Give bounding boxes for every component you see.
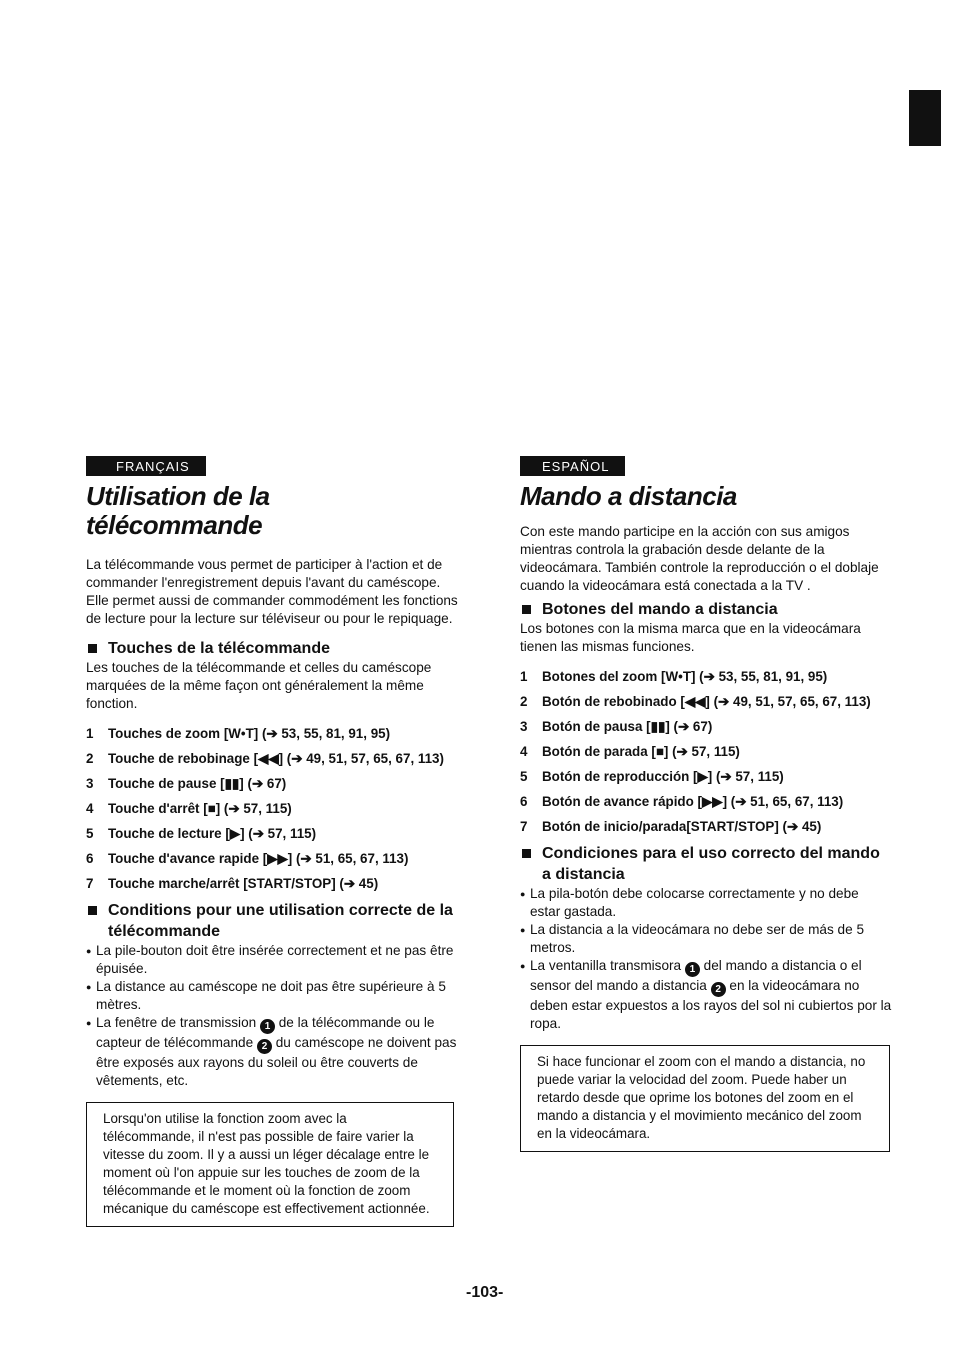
conditions-heading: Condiciones para el uso correcto del mando a distancia (520, 843, 892, 885)
key-number: 2 (520, 694, 528, 709)
key-number: 1 (520, 669, 528, 684)
page-edge-tab (909, 90, 941, 146)
keys-section (520, 599, 892, 835)
key-number: 1 (86, 726, 94, 741)
key-number: 5 (86, 826, 94, 841)
keys-list (86, 725, 458, 892)
intro-paragraph: Con este mando participe en la acción con sus amigos mientras controla la grabación desde delante de la videocámara. También controle la reproducción o el doblaje cuando la videocámara está conectada a la TV . (520, 524, 879, 593)
key-number: 6 (86, 851, 94, 866)
key-item (520, 818, 892, 835)
key-item (520, 743, 892, 760)
key-item (86, 800, 458, 817)
key-number: 3 (520, 719, 528, 734)
keys-heading: Botones del mando a distancia (520, 599, 892, 620)
key-text: Botón de pausa [▮▮] (➔ 67) (542, 719, 713, 734)
conditions-list (520, 885, 892, 1033)
key-text: Touche d'arrêt [■] (➔ 57, 115) (108, 801, 292, 816)
key-number: 3 (86, 776, 94, 791)
key-item (86, 775, 458, 792)
list-item: ● La ventanilla transmisora 1 del mando a distancia o el sensor del mando a distancia 2 en la videocámara no deben estar expuestos a los rayos del sol ni cubiertos por la ropa. (520, 957, 892, 1033)
keys-intro: Los botones con la misma marca que en la videocámara tienen las mismas funciones. (520, 621, 861, 654)
key-item (520, 668, 892, 685)
keys-list (520, 668, 892, 835)
key-number: 7 (86, 876, 94, 891)
language-label-french: FRANÇAIS (86, 456, 206, 476)
conditions-section (520, 843, 892, 1033)
circled-number-1-icon: 1 (260, 1019, 275, 1034)
keys-section (86, 638, 458, 892)
intro-paragraph: La télécommande vous permet de participer à l'action et de commander l'enregistrement depuis l'avant du caméscope. Elle permet aussi de commander commodément les fonctions de lecture pour la lecture sur téléviseur ou pour le repiquage. (86, 557, 458, 626)
note-box: Lorsqu'on utilise la fonction zoom avec la télécommande, il n'est pas possible de faire varier la vitesse du zoom. Il y a aussi un léger décalage entre le moment où l'on appuie sur les touches de zoom de la télécommande et le moment où la fonction de zoom mécanique du caméscope est effectivement actionnée. (86, 1102, 454, 1227)
key-item (86, 725, 458, 742)
key-text: Botón de inicio/parada[START/STOP] (➔ 45) (542, 819, 822, 834)
title-line-2: télécommande (86, 510, 263, 540)
square-bullet-icon (88, 644, 97, 653)
spanish-column (520, 456, 892, 1152)
square-bullet-icon (522, 849, 531, 858)
square-bullet-icon (522, 605, 531, 614)
key-item (520, 768, 892, 785)
keys-heading: Touches de la télécommande (86, 638, 458, 659)
conditions-list (86, 942, 458, 1090)
key-number: 7 (520, 819, 528, 834)
key-item (86, 750, 458, 767)
key-text: Touche marche/arrêt [START/STOP] (➔ 45) (108, 876, 379, 891)
key-item (520, 793, 892, 810)
key-number: 4 (86, 801, 94, 816)
key-text: Botones del zoom [W•T] (➔ 53, 55, 81, 91, 95) (542, 669, 828, 684)
list-item: ● La pila-botón debe colocarse correctamente y no debe estar gastada. (520, 885, 892, 921)
key-text: Touche d'avance rapide [▶▶] (➔ 51, 65, 67, 113) (108, 851, 409, 866)
key-item (86, 825, 458, 842)
key-item (86, 850, 458, 867)
conditions-heading: Conditions pour une utilisation correcte de la télécommande (86, 900, 458, 942)
page-number: -103- (466, 1284, 504, 1301)
key-text: Touche de pause [▮▮] (➔ 67) (108, 776, 287, 791)
french-column (86, 456, 458, 1227)
key-item (520, 693, 892, 710)
conditions-section (86, 900, 458, 1090)
list-item: ● La distance au caméscope ne doit pas être supérieure à 5 mètres. (86, 978, 458, 1014)
key-text: Botón de parada [■] (➔ 57, 115) (542, 744, 740, 759)
circled-number-1-icon: 1 (685, 962, 700, 977)
key-number: 6 (520, 794, 528, 809)
key-text: Touches de zoom [W•T] (➔ 53, 55, 81, 91, 95) (108, 726, 391, 741)
list-item: ● La pile-bouton doit être insérée correctement et ne pas être épuisée. (86, 942, 458, 978)
key-number: 4 (520, 744, 528, 759)
section-title-french (86, 482, 458, 540)
key-text: Touche de rebobinage [◀◀] (➔ 49, 51, 57, 65, 67, 113) (108, 751, 444, 766)
key-number: 5 (520, 769, 528, 784)
key-item (520, 718, 892, 735)
key-text: Botón de reproducción [▶] (➔ 57, 115) (542, 769, 784, 784)
list-item: ● La fenêtre de transmission 1 de la télécommande ou le capteur de télécommande 2 du caméscope ne doivent pas être exposés aux rayons du soleil ou être couverts de vêtements, etc. (86, 1014, 458, 1090)
keys-intro: Les touches de la télécommande et celles du caméscope marquées de la même façon ont généralement la même fonction. (86, 660, 432, 711)
key-text: Botón de rebobinado [◀◀] (➔ 49, 51, 57, 65, 67, 113) (542, 694, 871, 709)
key-item (86, 875, 458, 892)
key-text: Touche de lecture [▶] (➔ 57, 115) (108, 826, 317, 841)
square-bullet-icon (88, 906, 97, 915)
language-label-spanish: ESPAÑOL (520, 456, 625, 476)
note-box: Si hace funcionar el zoom con el mando a distancia, no puede variar la velocidad del zoom. Puede haber un retardo desde que oprime los botones del zoom en el mando a distancia y el movimiento mecánico del zoom en la videocámara. (520, 1045, 890, 1152)
key-number: 2 (86, 751, 94, 766)
title-line-1: Utilisation de la (86, 481, 270, 511)
circled-number-2-icon: 2 (257, 1039, 272, 1054)
circled-number-2-icon: 2 (711, 982, 726, 997)
list-item: ● La distancia a la videocámara no debe ser de más de 5 metros. (520, 921, 892, 957)
key-text: Botón de avance rápido [▶▶] (➔ 51, 65, 67, 113) (542, 794, 844, 809)
section-title-spanish: Mando a distancia (520, 481, 737, 511)
